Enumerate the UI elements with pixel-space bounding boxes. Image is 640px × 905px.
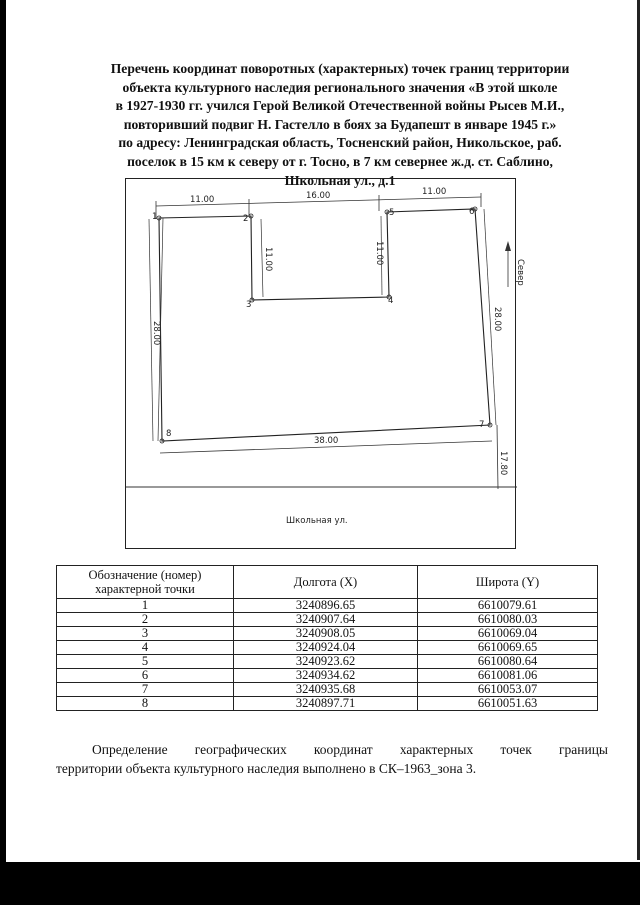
latitude-value: 6610053.07 — [418, 683, 598, 697]
latitude-value: 6610069.04 — [418, 627, 598, 641]
point-label-2: 2 — [243, 214, 249, 224]
point-number: 7 — [57, 683, 234, 697]
latitude-value: 6610069.65 — [418, 641, 598, 655]
point-label-1: 1 — [152, 212, 158, 222]
title-line-6: поселок в 15 км к северу от г. Тосно, в 7 км севернее ж.д. ст. Саблино, — [127, 153, 553, 169]
table-row — [57, 599, 598, 613]
dim-notch-left: 11.00 — [263, 247, 273, 272]
title-line-2: объекта культурного наследия регионального значения «В этой школе — [122, 79, 558, 95]
table-row — [57, 641, 598, 655]
dim-top-left: 11.00 — [190, 195, 215, 205]
point-number: 2 — [57, 613, 234, 627]
title-line-3: в 1927-1930 гг. учился Герой Великой Отечественной войны Рысев М.И., — [115, 98, 565, 114]
latitude-value: 6610051.63 — [418, 697, 598, 711]
coordinates-table — [56, 565, 598, 711]
table-row — [57, 655, 598, 669]
longitude-value: 3240924.04 — [234, 641, 418, 655]
site-plan — [125, 178, 525, 549]
point-label-7: 7 — [479, 420, 485, 430]
table-row — [57, 613, 598, 627]
dim-notch-right: 11.00 — [374, 241, 384, 266]
table-row — [57, 627, 598, 641]
point-number: 5 — [57, 655, 234, 669]
table-header-row — [57, 566, 598, 599]
point-label-6: 6 — [469, 207, 475, 217]
point-number: 1 — [57, 599, 234, 613]
title-line-4: повторивший подвиг Н. Гастелло в боях за Будапешт в январе 1945 г.» — [123, 116, 557, 132]
scan-bottom-band — [0, 862, 640, 905]
header-latitude: Широта (Y) — [418, 566, 598, 599]
header-point-number: Обозначение (номер) характерной точки — [57, 566, 234, 599]
point-number: 3 — [57, 627, 234, 641]
north-label: Север — [515, 259, 525, 286]
point-label-8: 8 — [166, 429, 172, 439]
point-label-5: 5 — [389, 208, 395, 218]
point-number: 6 — [57, 669, 234, 683]
title-line-7: Школьная ул., д.1 — [284, 172, 396, 188]
dim-top-middle: 16.00 — [306, 191, 331, 201]
title-line-1: Перечень координат поворотных (характерных) точек границ территории — [110, 61, 570, 76]
longitude-value: 3240934.62 — [234, 669, 418, 683]
dim-right-side: 28.00 — [492, 307, 502, 332]
dim-top-right: 11.00 — [422, 187, 447, 197]
point-number: 8 — [57, 697, 234, 711]
table-row — [57, 697, 598, 711]
dim-left-side: 28.00 — [151, 321, 161, 346]
latitude-value: 6610080.03 — [418, 613, 598, 627]
site-plan-drawing — [126, 179, 517, 550]
longitude-value: 3240896.65 — [234, 599, 418, 613]
title-line-5: по адресу: Ленинградская область, Тосненский район, Никольское, раб. — [118, 135, 562, 151]
longitude-value: 3240897.71 — [234, 697, 418, 711]
longitude-value: 3240923.62 — [234, 655, 418, 669]
longitude-value: 3240908.05 — [234, 627, 418, 641]
dim-setback: 17.80 — [498, 451, 508, 476]
latitude-value: 6610079.61 — [418, 599, 598, 613]
longitude-value: 3240935.68 — [234, 683, 418, 697]
point-label-4: 4 — [388, 296, 394, 306]
table-row — [57, 669, 598, 683]
street-label: Школьная ул. — [286, 516, 348, 526]
longitude-value: 3240907.64 — [234, 613, 418, 627]
document-title — [60, 60, 620, 190]
table-row — [57, 683, 598, 697]
latitude-value: 6610080.64 — [418, 655, 598, 669]
note-line-1: Определение географических координат характерных точек границы — [92, 742, 608, 757]
coordinate-system-note — [56, 740, 608, 778]
point-label-3: 3 — [246, 300, 252, 310]
header-longitude: Долгота (X) — [234, 566, 418, 599]
latitude-value: 6610081.06 — [418, 669, 598, 683]
dim-bottom: 38.00 — [314, 436, 339, 446]
point-number: 4 — [57, 641, 234, 655]
note-line-2: территории объекта культурного наследия выполнено в СК–1963_зона 3. — [56, 761, 477, 776]
scan-left-edge — [0, 0, 6, 905]
